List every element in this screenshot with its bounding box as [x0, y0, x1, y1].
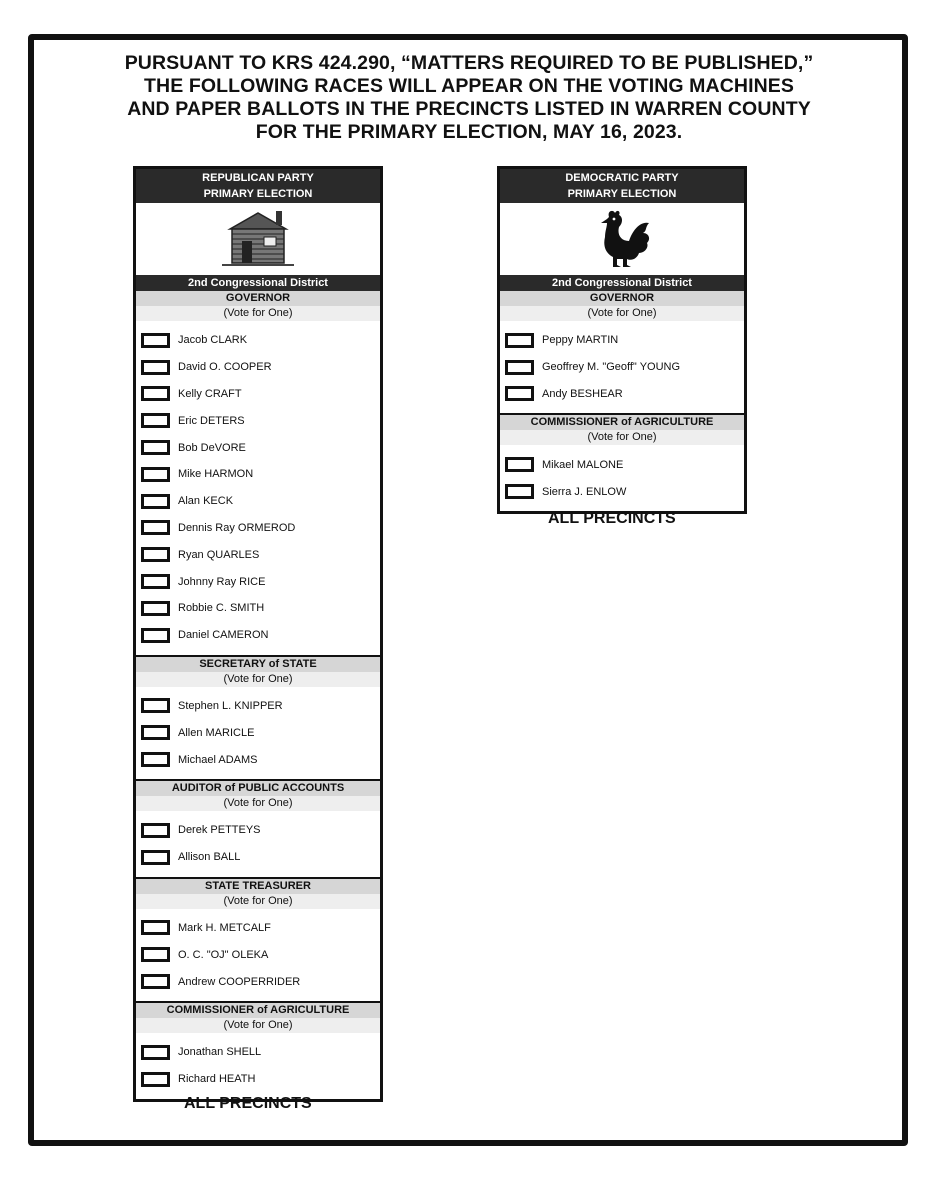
candidate-row[interactable]	[500, 381, 744, 408]
candidate-row[interactable]	[136, 461, 380, 488]
candidate-name: Johnny Ray RICE	[178, 575, 266, 588]
candidate-list	[136, 811, 380, 877]
vote-checkbox[interactable]	[505, 484, 534, 499]
race-title: SECRETARY of STATE	[136, 657, 380, 672]
vote-checkbox[interactable]	[141, 850, 170, 865]
democratic-party-header	[500, 169, 744, 203]
party-name: REPUBLICAN PARTY	[202, 172, 314, 184]
candidate-name: Mike HARMON	[178, 468, 254, 481]
candidate-row[interactable]	[500, 354, 744, 381]
vote-checkbox[interactable]	[505, 360, 534, 375]
vote-checkbox[interactable]	[141, 440, 170, 455]
candidate-list	[136, 321, 380, 655]
vote-checkbox[interactable]	[141, 947, 170, 962]
candidate-row[interactable]	[136, 693, 380, 720]
candidate-name: Ryan QUARLES	[178, 548, 260, 561]
vote-checkbox[interactable]	[141, 823, 170, 838]
party-name: DEMOCRATIC PARTY	[565, 172, 679, 184]
race-section	[136, 1001, 380, 1099]
vote-checkbox[interactable]	[141, 520, 170, 535]
candidate-name: Richard HEATH	[178, 1073, 256, 1086]
democratic-footer: ALL PRECINCTS	[548, 510, 676, 527]
republican-footer: ALL PRECINCTS	[184, 1095, 312, 1112]
vote-for-instruction: (Vote for One)	[500, 430, 744, 445]
republican-ballot	[133, 166, 383, 1102]
race-title: AUDITOR of PUBLIC ACCOUNTS	[136, 781, 380, 796]
candidate-row[interactable]	[136, 434, 380, 461]
candidate-name: Dennis Ray ORMEROD	[178, 521, 296, 534]
candidate-row[interactable]	[136, 1066, 380, 1093]
candidate-name: Alan KECK	[178, 495, 234, 508]
candidate-name: Derek PETTEYS	[178, 824, 261, 837]
candidate-name: O. C. "OJ" OLEKA	[178, 948, 269, 961]
democratic-district: 2nd Congressional District	[500, 275, 744, 291]
candidate-name: Andrew COOPERRIDER	[178, 975, 301, 988]
candidate-row[interactable]	[136, 407, 380, 434]
candidate-row[interactable]	[136, 541, 380, 568]
candidate-name: Daniel CAMERON	[178, 629, 269, 642]
vote-checkbox[interactable]	[141, 974, 170, 989]
candidate-row[interactable]	[136, 719, 380, 746]
notice-heading	[36, 52, 902, 144]
vote-checkbox[interactable]	[141, 752, 170, 767]
candidate-row[interactable]	[500, 478, 744, 505]
race-section	[136, 291, 380, 655]
candidate-name: Allison BALL	[178, 851, 241, 864]
vote-checkbox[interactable]	[141, 333, 170, 348]
heading-line-3: AND PAPER BALLOTS IN THE PRECINCTS LISTED IN WARREN COUNTY	[127, 98, 811, 120]
candidate-row[interactable]	[136, 622, 380, 649]
candidate-name: Stephen L. KNIPPER	[178, 699, 283, 712]
vote-checkbox[interactable]	[505, 457, 534, 472]
vote-for-instruction: (Vote for One)	[136, 672, 380, 687]
race-title: COMMISSIONER of AGRICULTURE	[500, 415, 744, 430]
log-cabin-icon	[220, 207, 296, 267]
race-title: COMMISSIONER of AGRICULTURE	[136, 1003, 380, 1018]
vote-checkbox[interactable]	[141, 494, 170, 509]
republican-races	[136, 291, 380, 1099]
heading-line-1: PURSUANT TO KRS 424.290, “MATTERS REQUIRED TO BE PUBLISHED,”	[124, 52, 814, 74]
vote-for-instruction: (Vote for One)	[136, 894, 380, 909]
candidate-row[interactable]	[136, 515, 380, 542]
rooster-icon	[587, 207, 657, 271]
candidate-name: Kelly CRAFT	[178, 387, 242, 400]
candidate-list	[500, 445, 744, 511]
candidate-row[interactable]	[136, 844, 380, 871]
candidate-row[interactable]	[136, 488, 380, 515]
vote-checkbox[interactable]	[141, 1045, 170, 1060]
candidate-list	[136, 909, 380, 1001]
vote-for-instruction: (Vote for One)	[136, 796, 380, 811]
candidate-name: Bob DeVORE	[178, 441, 246, 454]
race-section	[500, 291, 744, 413]
candidate-name: Michael ADAMS	[178, 753, 258, 766]
republican-party-header	[136, 169, 380, 203]
race-section	[500, 413, 744, 511]
candidate-name: Mikael MALONE	[542, 458, 624, 471]
candidate-row[interactable]	[500, 327, 744, 354]
candidate-row[interactable]	[136, 354, 380, 381]
democratic-races	[500, 291, 744, 511]
race-section	[136, 779, 380, 877]
vote-checkbox[interactable]	[141, 413, 170, 428]
candidate-name: Peppy MARTIN	[542, 334, 619, 347]
candidate-list	[136, 1033, 380, 1099]
vote-checkbox[interactable]	[141, 1072, 170, 1087]
race-section	[136, 877, 380, 1001]
candidate-row[interactable]	[136, 327, 380, 354]
candidate-name: Mark H. METCALF	[178, 921, 271, 934]
race-title: GOVERNOR	[500, 291, 744, 306]
candidate-row[interactable]	[136, 746, 380, 773]
candidate-name: David O. COOPER	[178, 361, 272, 374]
candidate-row[interactable]	[500, 451, 744, 478]
candidate-row[interactable]	[136, 1039, 380, 1066]
democratic-emblem	[500, 203, 744, 275]
republican-emblem	[136, 203, 380, 275]
candidate-name: Andy BESHEAR	[542, 387, 623, 400]
vote-checkbox[interactable]	[141, 601, 170, 616]
race-title: GOVERNOR	[136, 291, 380, 306]
election-name: PRIMARY ELECTION	[567, 188, 677, 200]
candidate-list	[136, 687, 380, 779]
vote-for-instruction: (Vote for One)	[500, 306, 744, 321]
candidate-list	[500, 321, 744, 413]
candidate-row[interactable]	[136, 941, 380, 968]
vote-checkbox[interactable]	[141, 725, 170, 740]
candidate-row[interactable]	[136, 915, 380, 942]
candidate-name: Geoffrey M. "Geoff" YOUNG	[542, 361, 681, 374]
heading-line-2: THE FOLLOWING RACES WILL APPEAR ON THE VOTING MACHINES	[144, 75, 794, 97]
vote-checkbox[interactable]	[141, 386, 170, 401]
vote-checkbox[interactable]	[141, 547, 170, 562]
vote-checkbox[interactable]	[505, 386, 534, 401]
vote-checkbox[interactable]	[141, 574, 170, 589]
democratic-ballot	[497, 166, 747, 514]
republican-district: 2nd Congressional District	[136, 275, 380, 291]
election-name: PRIMARY ELECTION	[203, 188, 313, 200]
candidate-name: Jonathan SHELL	[178, 1046, 262, 1059]
candidate-row[interactable]	[136, 381, 380, 408]
race-title: STATE TREASURER	[136, 879, 380, 894]
vote-checkbox[interactable]	[141, 467, 170, 482]
candidate-row[interactable]	[136, 968, 380, 995]
candidate-name: Sierra J. ENLOW	[542, 485, 627, 498]
vote-checkbox[interactable]	[141, 920, 170, 935]
vote-for-instruction: (Vote for One)	[136, 306, 380, 321]
vote-checkbox[interactable]	[505, 333, 534, 348]
vote-checkbox[interactable]	[141, 360, 170, 375]
candidate-name: Allen MARICLE	[178, 726, 255, 739]
candidate-name: Jacob CLARK	[178, 334, 248, 347]
candidate-name: Eric DETERS	[178, 414, 245, 427]
heading-line-4: FOR THE PRIMARY ELECTION, MAY 16, 2023.	[255, 121, 683, 143]
vote-for-instruction: (Vote for One)	[136, 1018, 380, 1033]
vote-checkbox[interactable]	[141, 698, 170, 713]
candidate-row[interactable]	[136, 595, 380, 622]
vote-checkbox[interactable]	[141, 628, 170, 643]
candidate-row[interactable]	[136, 817, 380, 844]
candidate-name: Robbie C. SMITH	[178, 602, 265, 615]
candidate-row[interactable]	[136, 568, 380, 595]
race-section	[136, 655, 380, 779]
